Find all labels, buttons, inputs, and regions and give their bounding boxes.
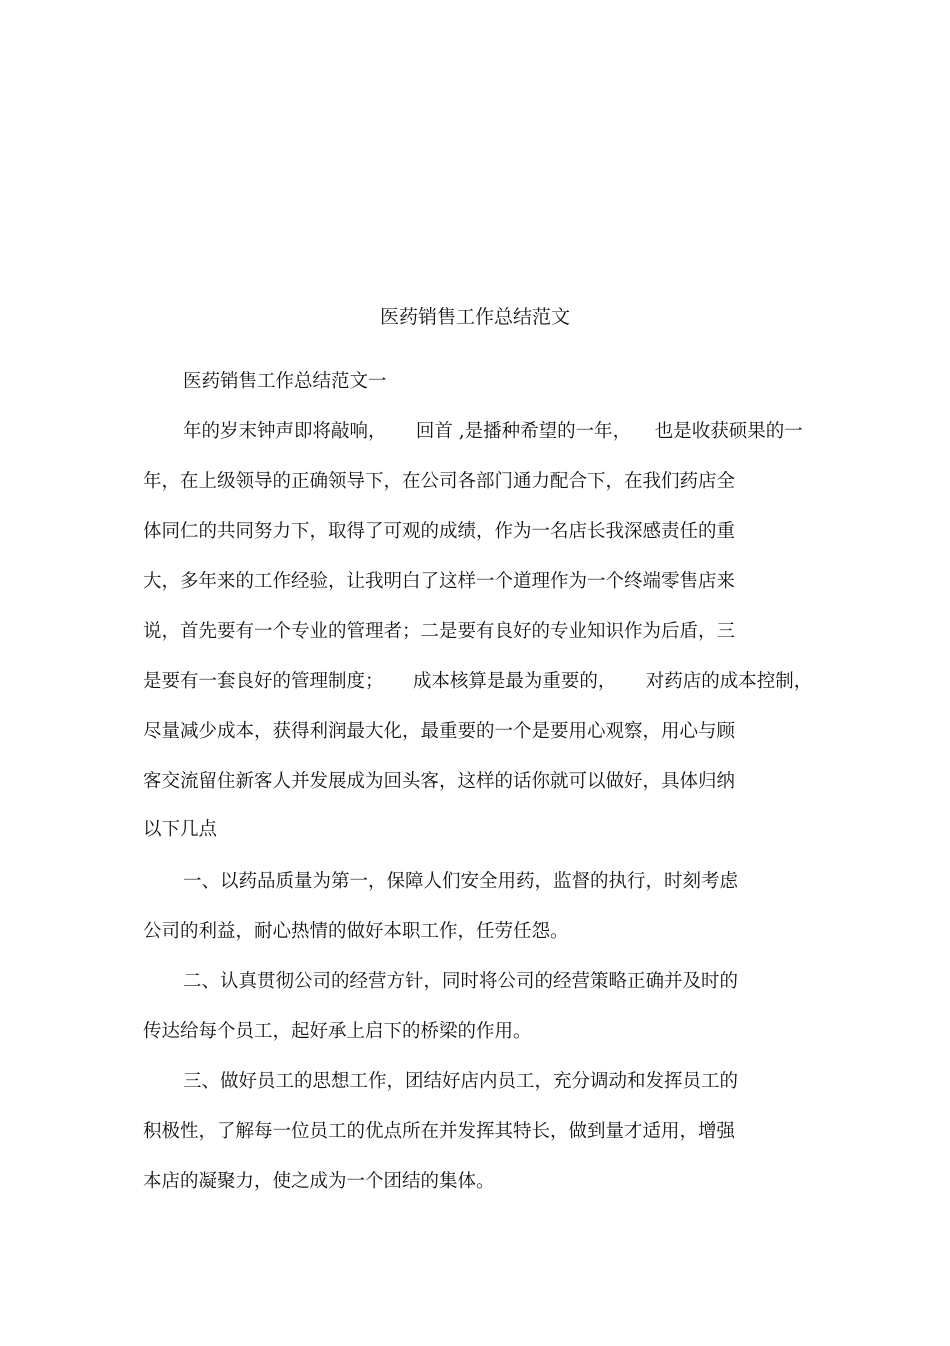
list-item-line: 积极性，了解每一位员工的优点所在并发挥其特长，做到量才适用，增强: [143, 1121, 736, 1142]
paragraph-line: 年，在上级领导的正确领导下，在公司各部门通力配合下，在我们药店全: [143, 471, 736, 492]
list-item-line: 三、做好员工的思想工作，团结好店内员工，充分调动和发挥员工的: [183, 1071, 739, 1092]
list-item-line: 一、以药品质量为第一，保障人们安全用药，监督的执行，时刻考虑: [183, 871, 739, 892]
paragraph-line: 说，首先要有一个专业的管理者；二是要有良好的专业知识作为后盾，三: [143, 621, 736, 642]
list-item-line: 二、认真贯彻公司的经营方针，同时将公司的经营策略正确并及时的: [183, 971, 739, 992]
list-item-line: 本店的凝聚力，使之成为一个团结的集体。: [143, 1171, 495, 1192]
paragraph-line: 客交流留住新客人并发展成为回头客，这样的话你就可以做好，具体归纳: [143, 771, 736, 792]
paragraph-line: 以下几点: [143, 819, 218, 840]
document-title: 医药销售工作总结范文: [379, 306, 570, 328]
paragraph-line: 体同仁的共同努力下，取得了可观的成绩，作为一名店长我深感责任的重: [143, 521, 736, 542]
paragraph-line: 大，多年来的工作经验，让我明白了这样一个道理作为一个终端零售店来: [143, 571, 736, 592]
paragraph-line: 尽量减少成本，获得利润最大化，最重要的一个是要用心观察，用心与顾: [143, 721, 736, 742]
list-item-line: 传达给每个员工，起好承上启下的桥梁的作用。: [143, 1021, 532, 1042]
list-item-line: 公司的利益，耐心热情的做好本职工作，任劳任怨。: [143, 921, 569, 942]
paragraph-line: 年的岁末钟声即将敲响， 回首 ,是播种希望的一年， 也是收获硕果的一: [183, 421, 803, 442]
document-subtitle: 医药销售工作总结范文一: [183, 371, 387, 392]
paragraph-line: 是要有一套良好的管理制度； 成本核算是最为重要的， 对药店的成本控制，: [143, 671, 813, 692]
